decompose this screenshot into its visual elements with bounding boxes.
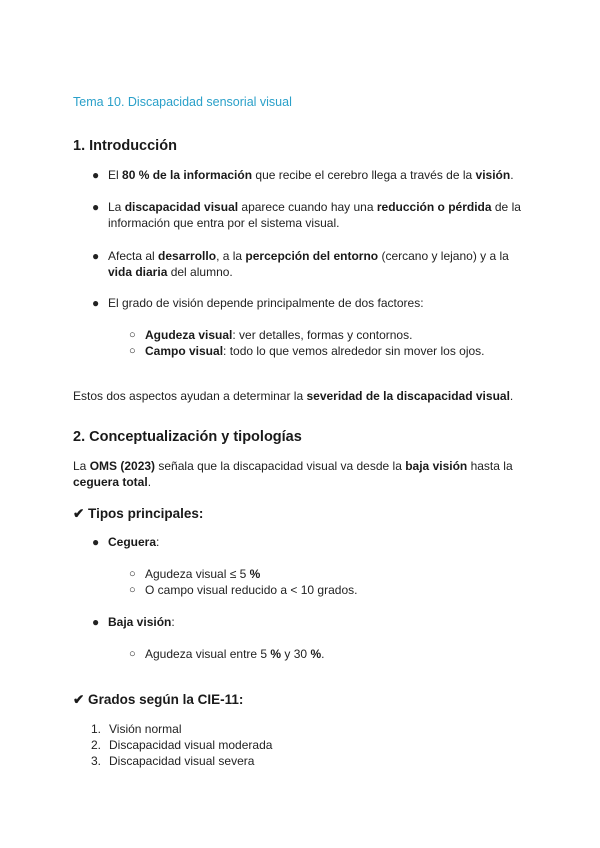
list-item: El grado de visión depende principalmente de dos factores: <box>108 296 424 310</box>
text: señala que la discapacidad visual va desde la <box>155 459 406 473</box>
list-item <box>108 534 528 550</box>
text: , a la <box>216 249 246 263</box>
sub-list-item <box>145 646 545 662</box>
subheading-tipos: ✔ Tipos principales: <box>73 506 204 521</box>
bullet-dot: ● <box>92 168 100 182</box>
paragraph <box>73 458 533 490</box>
text: Estos dos aspectos ayudan a determinar la <box>73 389 307 403</box>
text: del alumno. <box>167 265 233 279</box>
sub-bullet-circle: ○ <box>129 329 136 341</box>
text: . <box>147 475 152 489</box>
bold-text: % <box>249 567 261 581</box>
list-number: 2. <box>91 738 102 752</box>
text: aparece cuando hay una <box>238 200 377 214</box>
text: (cercano y lejano) y a la <box>378 249 509 263</box>
text: . <box>510 168 514 182</box>
bold-text: % <box>310 647 322 661</box>
list-item <box>108 248 528 280</box>
bold-text: Agudeza visual <box>145 328 233 342</box>
numbered-item: Visión normal <box>109 722 182 736</box>
text: : <box>156 535 160 549</box>
bold-text: Baja visión <box>108 615 172 629</box>
text: Afecta al <box>108 249 159 263</box>
text: : <box>171 615 175 629</box>
sub-list-item <box>145 343 545 359</box>
numbered-item: Discapacidad visual severa <box>109 754 255 768</box>
text: hasta la <box>467 459 513 473</box>
sub-bullet-circle: ○ <box>129 584 136 596</box>
bold-text: Campo visual <box>145 344 224 358</box>
sub-bullet-circle: ○ <box>129 648 136 660</box>
list-item <box>108 167 528 183</box>
text: Agudeza visual entre 5 <box>145 647 271 661</box>
list-number: 3. <box>91 754 102 768</box>
text: y 30 <box>281 647 311 661</box>
text: : todo lo que vemos alrededor sin mover los ojos. <box>223 344 485 358</box>
bold-text: vida diaria <box>108 265 168 279</box>
bold-text: OMS (2023) <box>89 459 156 473</box>
bold-text: desarrollo <box>158 249 217 263</box>
sub-list-item <box>145 566 545 582</box>
bold-text: severidad de la discapacidad visual <box>306 389 510 403</box>
bold-text: reducción o pérdida <box>376 200 492 214</box>
bold-text: discapacidad visual <box>124 200 239 214</box>
numbered-item: Discapacidad visual moderada <box>109 738 273 752</box>
text: información que entra por el sistema visual. <box>108 216 340 230</box>
section-heading-conceptualizacion: 2. Conceptualización y tipologías <box>73 429 302 445</box>
section-heading-introduccion: 1. Introducción <box>73 138 177 154</box>
sub-list-item <box>145 327 545 343</box>
bullet-dot: ● <box>92 535 100 549</box>
sub-list-item: O campo visual reducido a < 10 grados. <box>145 583 358 597</box>
sub-bullet-circle: ○ <box>129 568 136 580</box>
bold-text: baja visión <box>405 459 468 473</box>
list-number: 1. <box>91 722 102 736</box>
topic-title: Tema 10. Discapacidad sensorial visual <box>73 95 292 109</box>
paragraph <box>73 388 513 404</box>
text: . <box>321 647 325 661</box>
bullet-dot: ● <box>92 615 100 629</box>
text: Agudeza visual ≤ 5 <box>145 567 250 581</box>
list-item <box>108 614 528 630</box>
text: de la <box>491 200 521 214</box>
bold-text: visión <box>475 168 511 182</box>
bullet-dot: ● <box>92 296 100 310</box>
bold-text: 80 % de la información <box>122 168 253 182</box>
bold-text: ceguera total <box>73 475 148 489</box>
text: La <box>108 200 125 214</box>
bullet-dot: ● <box>92 249 100 263</box>
bullet-dot: ● <box>92 200 100 214</box>
list-item <box>108 199 528 231</box>
text: . <box>509 389 514 403</box>
sub-bullet-circle: ○ <box>129 345 136 357</box>
bold-text: Ceguera <box>108 535 157 549</box>
text: El <box>108 168 123 182</box>
text: que recibe el cerebro llega a través de la <box>252 168 476 182</box>
bold-text: % <box>270 647 282 661</box>
bold-text: percepción del entorno <box>245 249 379 263</box>
text: La <box>73 459 90 473</box>
subheading-grados: ✔ Grados según la CIE-11: <box>73 692 244 707</box>
text: : ver detalles, formas y contornos. <box>232 328 413 342</box>
